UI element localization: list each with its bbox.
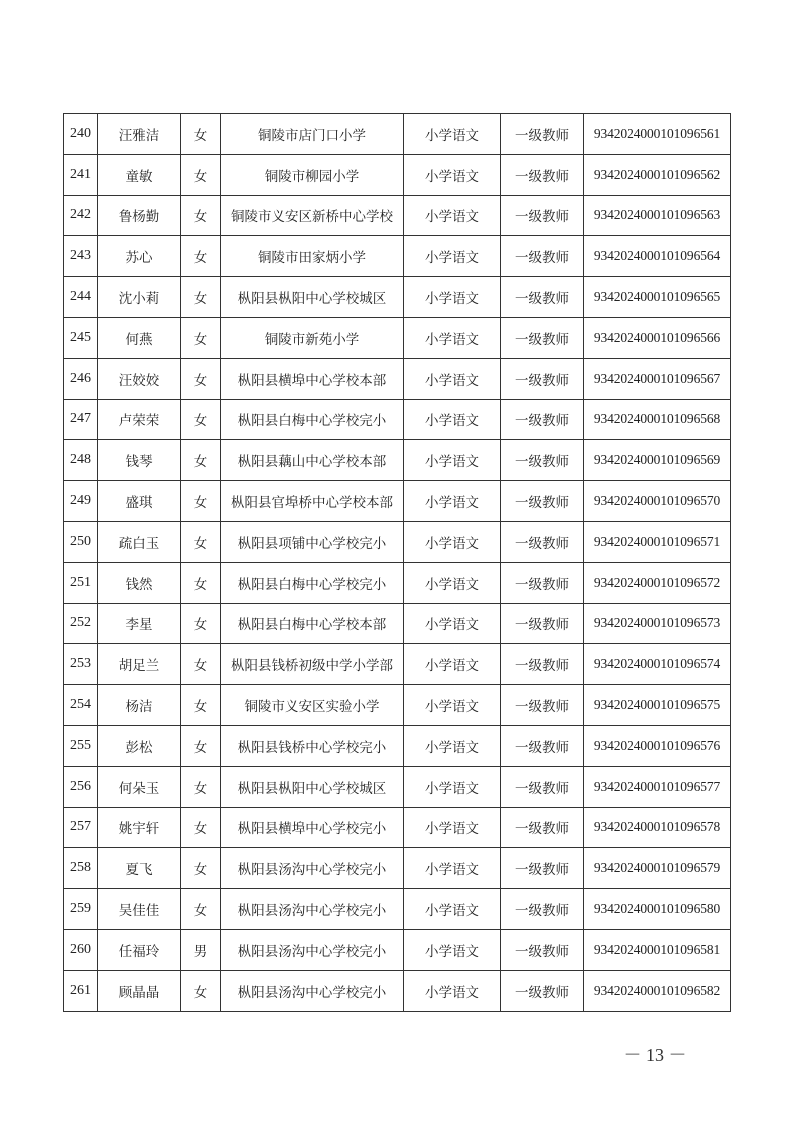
row-number-cell: 242	[64, 195, 98, 236]
table-row	[64, 277, 731, 318]
table-row	[64, 725, 731, 766]
subject-cell: 小学语文	[404, 195, 501, 236]
school-name-cell: 枞阳县汤沟中心学校完小	[221, 970, 404, 1011]
certificate-number-cell: 9342024000101096575	[584, 685, 731, 726]
school-name-cell: 枞阳县枞阳中心学校城区	[221, 766, 404, 807]
school-name-cell: 铜陵市田家炳小学	[221, 236, 404, 277]
school-name-cell: 枞阳县白梅中心学校本部	[221, 603, 404, 644]
teacher-name-cell: 姚宇轩	[98, 807, 181, 848]
row-number-cell: 260	[64, 929, 98, 970]
gender-cell: 女	[181, 277, 221, 318]
teacher-name-cell: 何燕	[98, 317, 181, 358]
certificate-number-cell: 9342024000101096571	[584, 521, 731, 562]
certificate-number-cell: 9342024000101096576	[584, 725, 731, 766]
subject-cell: 小学语文	[404, 644, 501, 685]
teacher-name-cell: 沈小莉	[98, 277, 181, 318]
gender-cell: 女	[181, 440, 221, 481]
certificate-number-cell: 9342024000101096564	[584, 236, 731, 277]
school-name-cell: 铜陵市义安区实验小学	[221, 685, 404, 726]
table-row	[64, 889, 731, 930]
teacher-name-cell: 钱琴	[98, 440, 181, 481]
certificate-number-cell: 9342024000101096581	[584, 929, 731, 970]
certificate-number-cell: 9342024000101096561	[584, 114, 731, 155]
title-level-cell: 一级教师	[501, 644, 584, 685]
row-number-cell: 245	[64, 317, 98, 358]
table-row	[64, 236, 731, 277]
title-level-cell: 一级教师	[501, 195, 584, 236]
school-name-cell: 铜陵市义安区新桥中心学校	[221, 195, 404, 236]
table-row	[64, 603, 731, 644]
certificate-number-cell: 9342024000101096577	[584, 766, 731, 807]
school-name-cell: 铜陵市新苑小学	[221, 317, 404, 358]
table-row	[64, 154, 731, 195]
subject-cell: 小学语文	[404, 317, 501, 358]
certificate-number-cell: 9342024000101096569	[584, 440, 731, 481]
subject-cell: 小学语文	[404, 481, 501, 522]
teacher-name-cell: 钱然	[98, 562, 181, 603]
certificate-number-cell: 9342024000101096562	[584, 154, 731, 195]
school-name-cell: 枞阳县汤沟中心学校完小	[221, 848, 404, 889]
subject-cell: 小学语文	[404, 889, 501, 930]
row-number-cell: 252	[64, 603, 98, 644]
school-name-cell: 铜陵市店门口小学	[221, 114, 404, 155]
row-number-cell: 248	[64, 440, 98, 481]
teacher-name-cell: 鲁杨勤	[98, 195, 181, 236]
school-name-cell: 枞阳县钱桥中心学校完小	[221, 725, 404, 766]
title-level-cell: 一级教师	[501, 725, 584, 766]
table-row	[64, 195, 731, 236]
teacher-name-cell: 卢荣荣	[98, 399, 181, 440]
title-level-cell: 一级教师	[501, 317, 584, 358]
title-level-cell: 一级教师	[501, 889, 584, 930]
gender-cell: 女	[181, 358, 221, 399]
gender-cell: 女	[181, 114, 221, 155]
certificate-number-cell: 9342024000101096579	[584, 848, 731, 889]
gender-cell: 女	[181, 807, 221, 848]
table-row	[64, 848, 731, 889]
row-number-cell: 261	[64, 970, 98, 1011]
title-level-cell: 一级教师	[501, 399, 584, 440]
gender-cell: 女	[181, 889, 221, 930]
teacher-name-cell: 苏心	[98, 236, 181, 277]
table-row	[64, 440, 731, 481]
subject-cell: 小学语文	[404, 807, 501, 848]
title-level-cell: 一级教师	[501, 807, 584, 848]
teacher-roster-table	[63, 113, 731, 1012]
school-name-cell: 枞阳县白梅中心学校完小	[221, 399, 404, 440]
subject-cell: 小学语文	[404, 562, 501, 603]
subject-cell: 小学语文	[404, 358, 501, 399]
gender-cell: 女	[181, 521, 221, 562]
subject-cell: 小学语文	[404, 399, 501, 440]
title-level-cell: 一级教师	[501, 521, 584, 562]
gender-cell: 女	[181, 399, 221, 440]
table-row	[64, 929, 731, 970]
school-name-cell: 枞阳县白梅中心学校完小	[221, 562, 404, 603]
row-number-cell: 247	[64, 399, 98, 440]
row-number-cell: 240	[64, 114, 98, 155]
table-row	[64, 807, 731, 848]
teacher-name-cell: 李星	[98, 603, 181, 644]
subject-cell: 小学语文	[404, 440, 501, 481]
teacher-name-cell: 胡足兰	[98, 644, 181, 685]
certificate-number-cell: 9342024000101096566	[584, 317, 731, 358]
gender-cell: 女	[181, 236, 221, 277]
school-name-cell: 枞阳县项铺中心学校完小	[221, 521, 404, 562]
title-level-cell: 一级教师	[501, 562, 584, 603]
title-level-cell: 一级教师	[501, 970, 584, 1011]
row-number-cell: 253	[64, 644, 98, 685]
table-row	[64, 562, 731, 603]
teacher-name-cell: 何朵玉	[98, 766, 181, 807]
title-level-cell: 一级教师	[501, 358, 584, 399]
subject-cell: 小学语文	[404, 603, 501, 644]
gender-cell: 女	[181, 970, 221, 1011]
teacher-name-cell: 汪雅洁	[98, 114, 181, 155]
teacher-name-cell: 杨洁	[98, 685, 181, 726]
school-name-cell: 枞阳县钱桥初级中学小学部	[221, 644, 404, 685]
subject-cell: 小学语文	[404, 154, 501, 195]
table-row	[64, 358, 731, 399]
school-name-cell: 枞阳县横埠中心学校完小	[221, 807, 404, 848]
title-level-cell: 一级教师	[501, 277, 584, 318]
page-number: － 13 －	[623, 1045, 687, 1065]
school-name-cell: 枞阳县官埠桥中心学校本部	[221, 481, 404, 522]
table-row	[64, 685, 731, 726]
school-name-cell: 枞阳县横埠中心学校本部	[221, 358, 404, 399]
teacher-name-cell: 夏飞	[98, 848, 181, 889]
teacher-name-cell: 任福玲	[98, 929, 181, 970]
table-row	[64, 317, 731, 358]
subject-cell: 小学语文	[404, 725, 501, 766]
table-row	[64, 399, 731, 440]
certificate-number-cell: 9342024000101096574	[584, 644, 731, 685]
certificate-number-cell: 9342024000101096567	[584, 358, 731, 399]
gender-cell: 女	[181, 154, 221, 195]
teacher-name-cell: 彭松	[98, 725, 181, 766]
school-name-cell: 枞阳县藕山中心学校本部	[221, 440, 404, 481]
title-level-cell: 一级教师	[501, 154, 584, 195]
certificate-number-cell: 9342024000101096563	[584, 195, 731, 236]
subject-cell: 小学语文	[404, 236, 501, 277]
school-name-cell: 枞阳县汤沟中心学校完小	[221, 929, 404, 970]
school-name-cell: 铜陵市柳园小学	[221, 154, 404, 195]
certificate-number-cell: 9342024000101096565	[584, 277, 731, 318]
subject-cell: 小学语文	[404, 521, 501, 562]
row-number-cell: 257	[64, 807, 98, 848]
subject-cell: 小学语文	[404, 970, 501, 1011]
gender-cell: 女	[181, 685, 221, 726]
subject-cell: 小学语文	[404, 766, 501, 807]
row-number-cell: 256	[64, 766, 98, 807]
certificate-number-cell: 9342024000101096568	[584, 399, 731, 440]
row-number-cell: 241	[64, 154, 98, 195]
row-number-cell: 244	[64, 277, 98, 318]
title-level-cell: 一级教师	[501, 685, 584, 726]
gender-cell: 女	[181, 562, 221, 603]
gender-cell: 女	[181, 644, 221, 685]
subject-cell: 小学语文	[404, 277, 501, 318]
row-number-cell: 246	[64, 358, 98, 399]
gender-cell: 女	[181, 317, 221, 358]
title-level-cell: 一级教师	[501, 929, 584, 970]
table-row	[64, 481, 731, 522]
certificate-number-cell: 9342024000101096578	[584, 807, 731, 848]
gender-cell: 男	[181, 929, 221, 970]
title-level-cell: 一级教师	[501, 236, 584, 277]
gender-cell: 女	[181, 195, 221, 236]
row-number-cell: 258	[64, 848, 98, 889]
gender-cell: 女	[181, 725, 221, 766]
gender-cell: 女	[181, 766, 221, 807]
table-row	[64, 114, 731, 155]
row-number-cell: 249	[64, 481, 98, 522]
row-number-cell: 251	[64, 562, 98, 603]
gender-cell: 女	[181, 603, 221, 644]
school-name-cell: 枞阳县汤沟中心学校完小	[221, 889, 404, 930]
title-level-cell: 一级教师	[501, 848, 584, 889]
subject-cell: 小学语文	[404, 848, 501, 889]
school-name-cell: 枞阳县枞阳中心学校城区	[221, 277, 404, 318]
title-level-cell: 一级教师	[501, 766, 584, 807]
certificate-number-cell: 9342024000101096582	[584, 970, 731, 1011]
row-number-cell: 259	[64, 889, 98, 930]
teacher-name-cell: 盛琪	[98, 481, 181, 522]
row-number-cell: 243	[64, 236, 98, 277]
teacher-name-cell: 顾晶晶	[98, 970, 181, 1011]
subject-cell: 小学语文	[404, 929, 501, 970]
gender-cell: 女	[181, 848, 221, 889]
row-number-cell: 250	[64, 521, 98, 562]
title-level-cell: 一级教师	[501, 603, 584, 644]
table-row	[64, 521, 731, 562]
title-level-cell: 一级教师	[501, 114, 584, 155]
gender-cell: 女	[181, 481, 221, 522]
table-row	[64, 766, 731, 807]
certificate-number-cell: 9342024000101096573	[584, 603, 731, 644]
table-body	[64, 114, 731, 1012]
row-number-cell: 255	[64, 725, 98, 766]
title-level-cell: 一级教师	[501, 481, 584, 522]
teacher-name-cell: 吴佳佳	[98, 889, 181, 930]
teacher-name-cell: 童敏	[98, 154, 181, 195]
certificate-number-cell: 9342024000101096580	[584, 889, 731, 930]
subject-cell: 小学语文	[404, 114, 501, 155]
table-row	[64, 970, 731, 1011]
certificate-number-cell: 9342024000101096572	[584, 562, 731, 603]
title-level-cell: 一级教师	[501, 440, 584, 481]
teacher-name-cell: 疏白玉	[98, 521, 181, 562]
table-row	[64, 644, 731, 685]
certificate-number-cell: 9342024000101096570	[584, 481, 731, 522]
teacher-name-cell: 汪姣姣	[98, 358, 181, 399]
row-number-cell: 254	[64, 685, 98, 726]
subject-cell: 小学语文	[404, 685, 501, 726]
